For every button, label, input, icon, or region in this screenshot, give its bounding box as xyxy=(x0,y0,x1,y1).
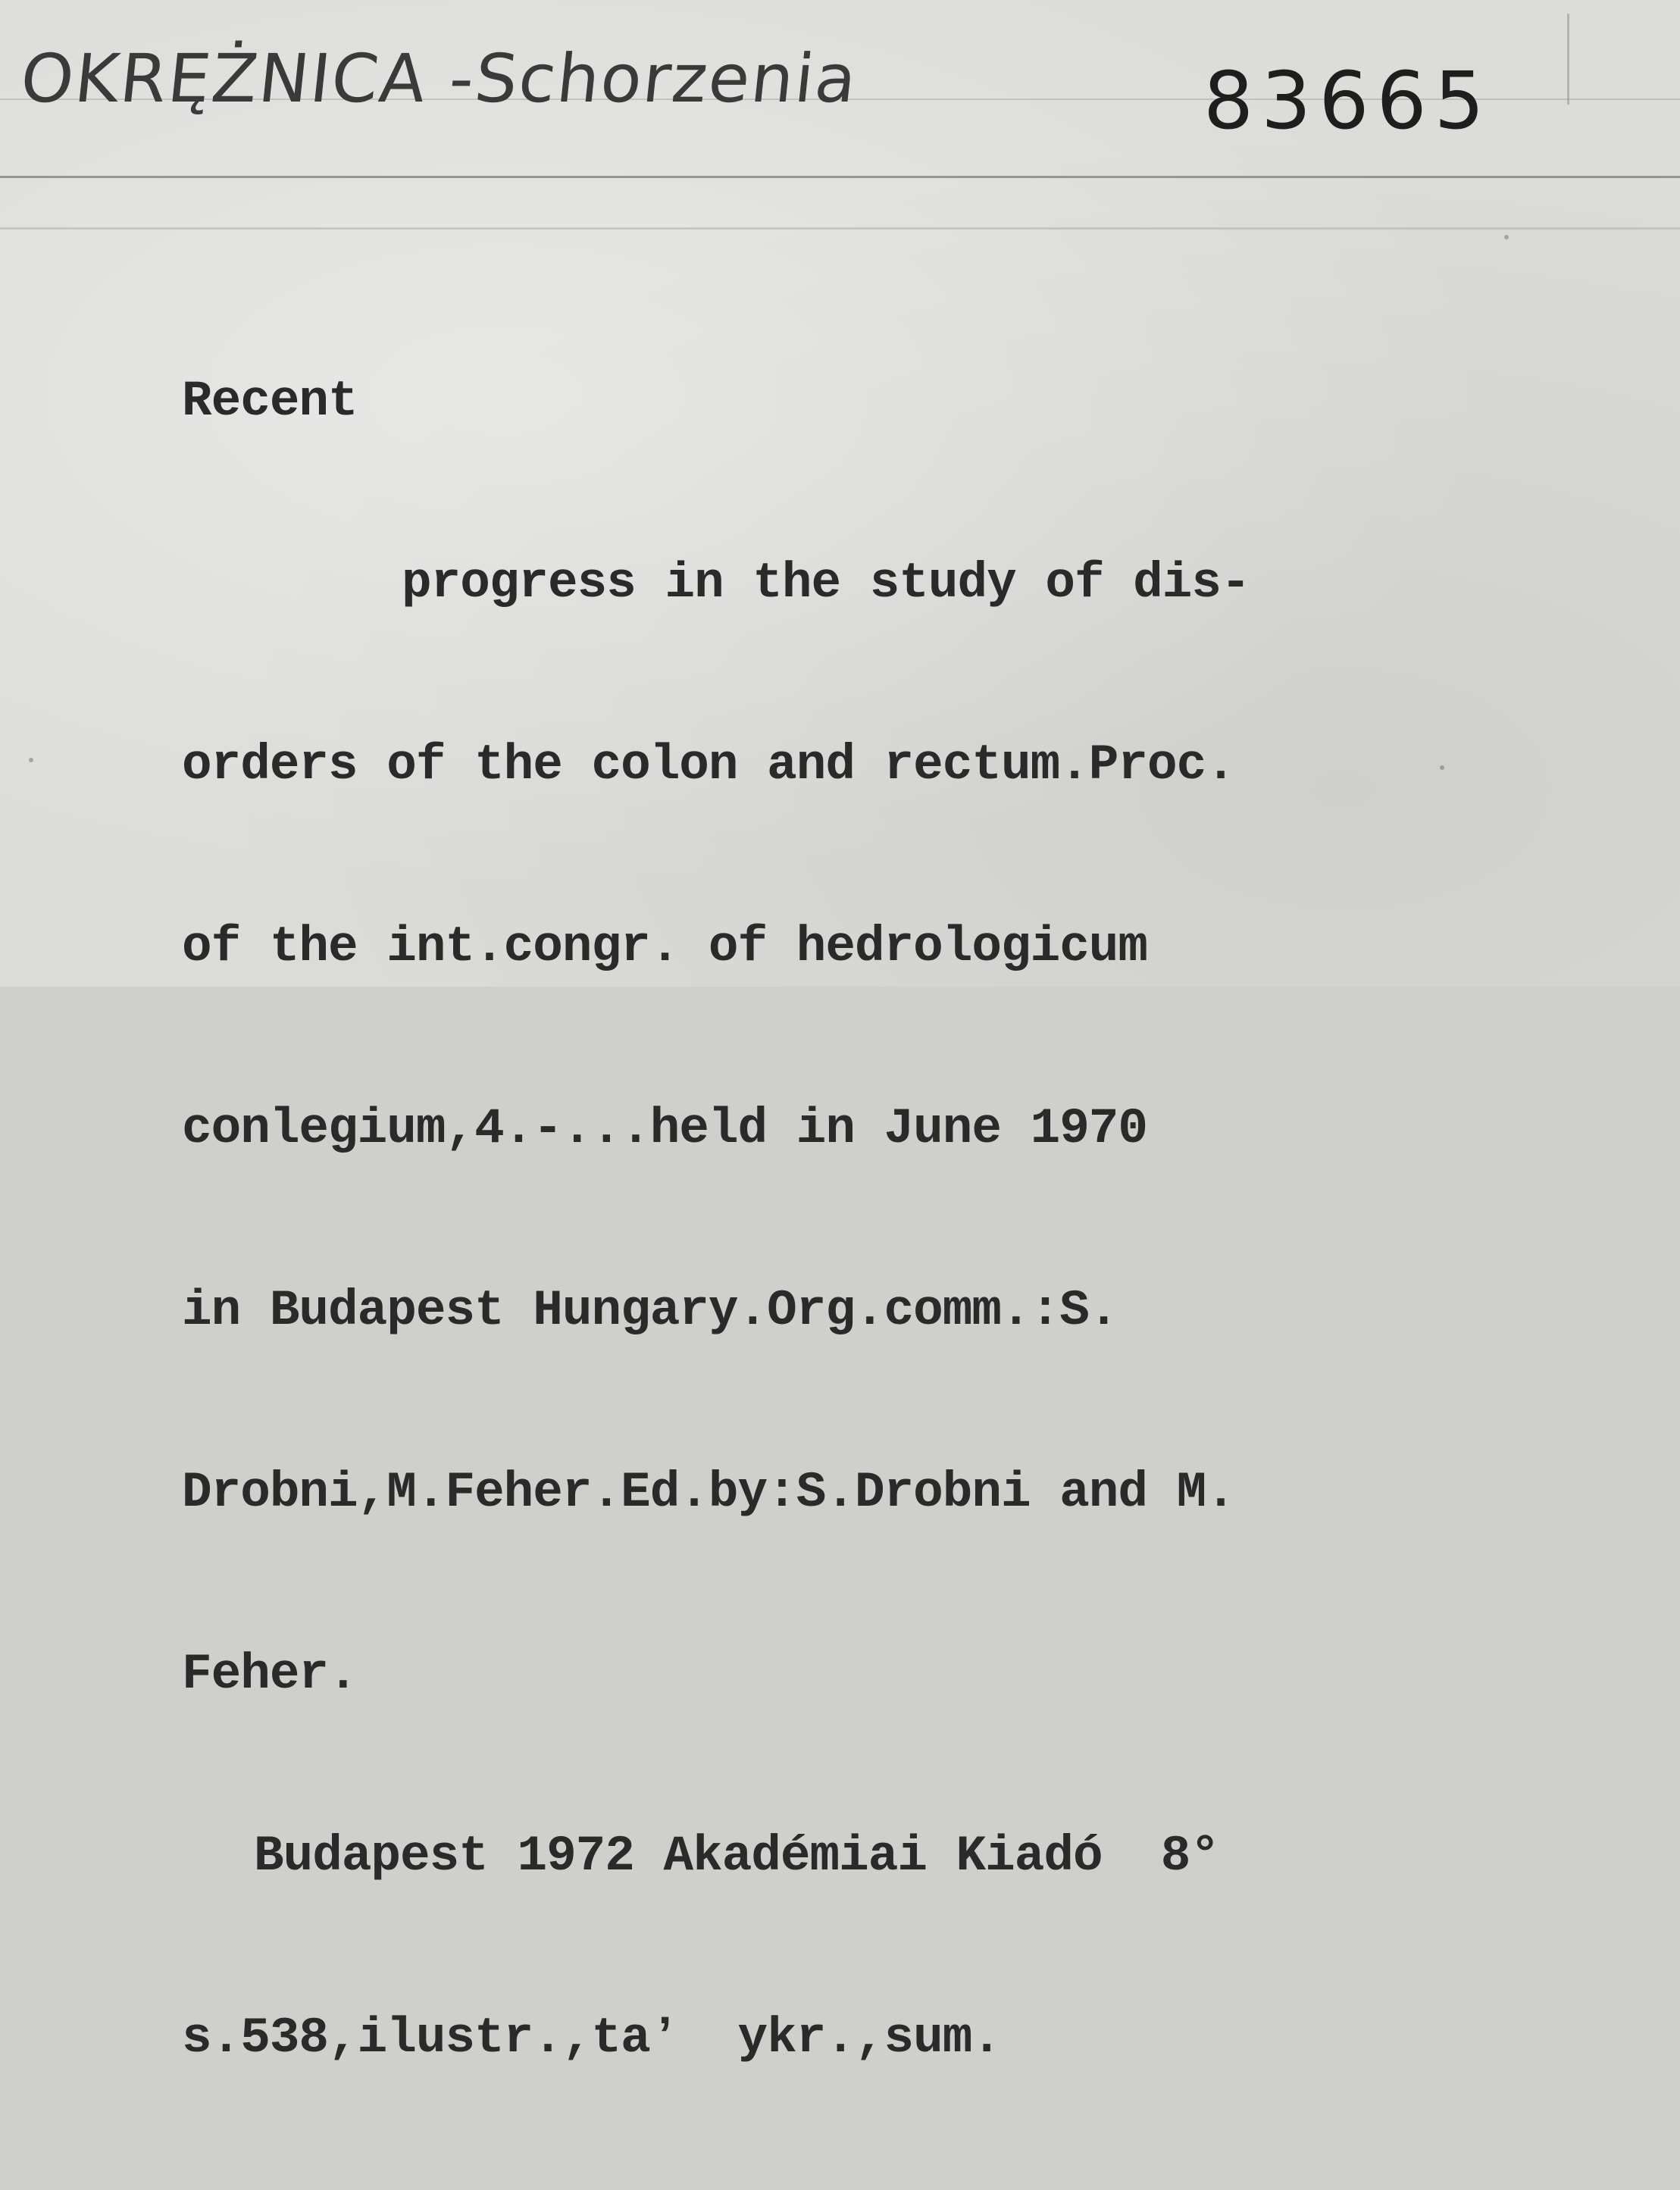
entry-line: of the int.congr. of hedrologicum xyxy=(182,918,1148,975)
entry-line: Recent xyxy=(182,373,358,430)
entry-line: progress in the study of dis- xyxy=(402,555,1250,612)
faint-rule xyxy=(0,227,1680,230)
card-edge-mark xyxy=(1567,14,1569,105)
entry-line: Budapest 1972 Akadémiai Kiadó 8° xyxy=(254,1828,1220,1885)
entry-line: orders of the colon and rectum.Proc. xyxy=(182,737,1235,793)
paper-speck xyxy=(1504,235,1509,239)
entry-line: Feher. xyxy=(182,1646,358,1703)
entry-line: conlegium,4.-...held in June 1970 xyxy=(182,1100,1148,1157)
heading-rule xyxy=(0,176,1680,178)
paper-speck xyxy=(29,758,33,762)
entry-line: Drobni,M.Feher.Ed.by:S.Drobni and M. xyxy=(182,1464,1235,1521)
bibliographic-entry xyxy=(182,250,1250,2190)
entry-line: s.538,ilustr.,taʼ ykr.,sum. xyxy=(182,2010,1001,2066)
call-number: 83665 xyxy=(1203,55,1492,147)
entry-line: in Budapest Hungary.Org.comm.:S. xyxy=(182,1282,1118,1339)
paper-speck xyxy=(1440,765,1444,770)
subject-heading: OKRĘŻNICA -Schorzenia xyxy=(17,39,862,117)
